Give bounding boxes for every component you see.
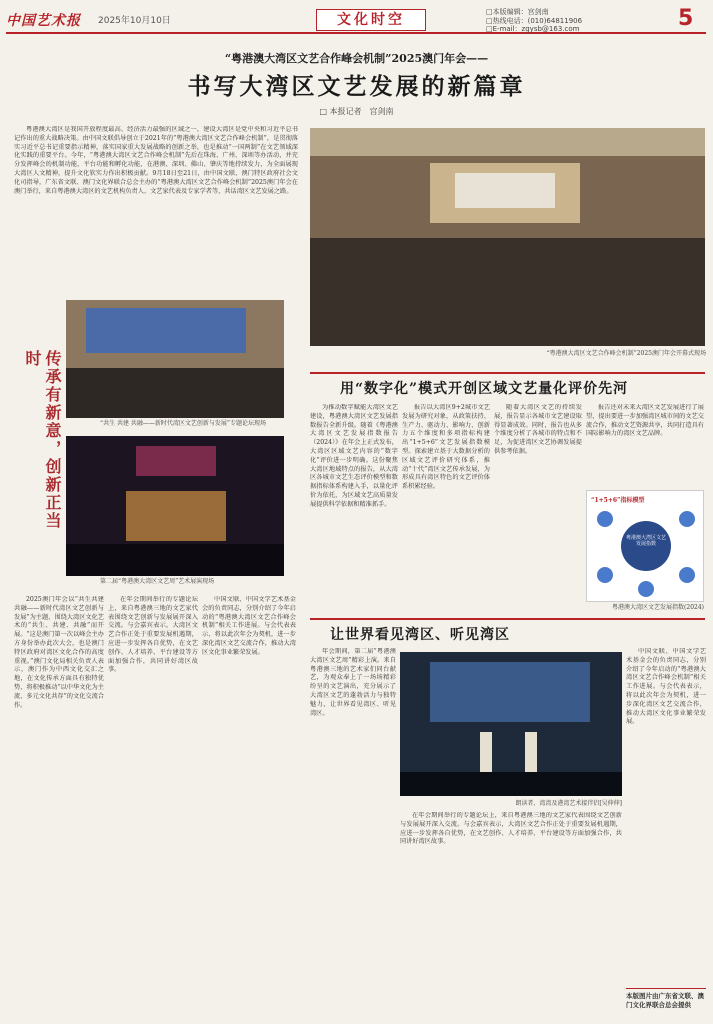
diagram-center-label: 粤港澳大湾区文艺发展指数 [625, 535, 666, 547]
diagram-node [638, 581, 654, 597]
section2-col4: 报告还对未来大湾区文艺发展进行了展望，提出要进一步加强湾区城市间的文艺交流合作，推动文艺资源共享，共同打造具有国际影响力的湾区文艺品牌。 [586, 404, 704, 438]
photo1-caption: “粤港澳大湾区文艺合作峰会机制”2025澳门年会开幕式现场 [546, 350, 706, 357]
section2-col1: 为推动数字赋能大湾区文艺建设，粤港澳大湾区文艺发展指数报告全新升级。随着《粤港澳大湾区文艺发展指数报告（2024）》在年会上正式发布，大湾区区域文艺内容的“数字化”评价进一步明确。这份聚焦大湾区地域特点的报告，从大湾区各城市文艺生态评价模型和数据指标体系构建入手，以量化评价为依托，为区域文艺高质量发展提供科学依据和精准抓手。 [310, 404, 398, 508]
section3-rule [310, 618, 705, 620]
diagram-node [597, 511, 613, 527]
bottom-col5: 在年会期间举行的专题论坛上，来自粤港澳三地的文艺家代表围绕文艺创新与发展展开深入交流。与会嘉宾表示，大湾区文艺合作正处于重要发展机遇期，应进一步发挥各自优势，在文艺创作、人才培养、平台建设等方面加强合作，共同讲好湾区故事。 [400, 812, 622, 846]
masthead [6, 6, 706, 34]
section3-title: 让世界看见湾区、听见湾区 [330, 627, 510, 643]
photo2-caption: “共生 共建 共融——新时代湾区文艺创新与发展”专题论坛现场 [100, 420, 266, 427]
article-kicker: “粤港澳大湾区文艺合作峰会机制”2025澳门年会—— [224, 52, 489, 65]
index-model-diagram [586, 490, 704, 602]
bottom-col6: 中国文联、中国文学艺术基金会的负责同志，分别介绍了今年启动的“粤港澳大湾区文艺合作峰会机制”相关工作进展。与会代表表示，将以此次年会为契机，进一步深化湾区文艺交流合作，推动大湾区文化事业繁荣发展。 [626, 648, 706, 726]
bottom-col4: 年会期间，第二届“粤港澳大湾区文艺周”精彩上演。来自粤港澳三地的艺术家们同台献艺，为观众奉上了一场场精彩纷呈的文艺演出，充分展示了大湾区文艺的蓬勃活力与独特魅力，让世界看见湾区、听见湾区。 [310, 648, 396, 717]
phone-line: □热线电话：(010)64811906 [486, 16, 583, 25]
article-headline: 书写大湾区文艺发展的新篇章 [187, 73, 526, 100]
diagram-node [679, 567, 695, 583]
photo-credit-footnote: 本版图片由广东省文联、澳门文化界联合总会提供 [626, 992, 704, 1009]
forum-photo [66, 300, 284, 418]
diagram-node [679, 511, 695, 527]
lead-paragraph: 粤港澳大湾区是我国开放程度最高、经济活力最强的区域之一，建设大湾区是党中央和习近平总书记作出的重大战略决策。由中国文联倡导创立于2021年的“粤港澳大湾区文艺合作峰会机制”，是贯彻落实习近平总书记重要指示精神，落实国家重大发展战略的创新之举，也是推动“一国两制”在文艺领域深化实践的重要平台。今年，“粤港澳大湾区文艺合作峰会机制”先后在珠海、广州、深圳等办活动，并充分发挥峰会的机制功能，平台功能和孵化功能，在港澳、深圳、佛山、肇庆等地持续发力，为全面展现大湾区人文精神，提升文化软实力作出积极贡献。9月18日至21日，由中国文联、澳门特区政府社会文化司指导，广东省文联、澳门文化界联合总会主办的“粤港澳大湾区文艺合作峰会机制”2025澳门年会在澳门举行，来自粤港澳大湾区的文艺机构负责人、文艺家代表及专家学者等，共话湾区文艺发展之路。 [14, 126, 298, 195]
bottom-col1: 2025澳门年会以“共生共建 共融——新时代湾区文艺创新与发展”为主题，围绕大湾区文化艺术的“共生、共建、共融”而开展。“这是澳门第一次以峰会主办方身份举办此次大会，也是澳门特区政府对湾区文化合作的高度重视。”澳门文化局相关负责人表示，澳门作为中西文化交汇之地，在文化传承方面具有独特优势，将积极推动“以中华文化为主流、多元文化共存”的文化交流合作。 [14, 596, 104, 709]
section2-rule [310, 372, 705, 374]
issue-date: 2025年10月10日 [98, 16, 171, 26]
bottom-col2: 在年会期间举行的专题论坛上，来自粤港澳三地的文艺家代表围绕文艺创新与发展展开深入交流。与会嘉宾表示，大湾区文艺合作正处于重要发展机遇期，应进一步发挥各自优势，在文艺创作、人才培养、平台建设等方面加强合作，共同讲好湾区故事。 [108, 596, 198, 674]
article-byline: □ 本报记者 宫剑南 [319, 107, 394, 116]
editor-line: □本版编辑：宫剑南 [486, 8, 549, 16]
page-number: 5 [678, 6, 694, 31]
footnote-rule [626, 988, 706, 989]
email-line: □E-mail：zgysb@163.com [486, 25, 580, 33]
section2-title: 用“数字化”模式开创区域文艺量化评价先河 [340, 381, 629, 397]
opening-ceremony-photo [310, 128, 705, 346]
editor-info [486, 8, 582, 34]
performance-photo [400, 652, 622, 796]
section2-col2: 报告以大湾区9+2城市文艺发展为研究对象，从政策扶持、生产力、驱动力、影响力、创新力五个维度和多项指标构建出“1+5+6”文艺发展指数模型。探索建立基于大数据分析的区域文艺评价研究体系，推动“十代”湾区文艺传承发展，为形成具有湾区特色的文艺评价体系积累经验。 [402, 404, 490, 491]
bottom-col3: 中国文联、中国文学艺术基金会的负责同志，分别介绍了今年启动的“粤港澳大湾区文艺合作峰会机制”相关工作进展。与会代表表示，将以此次年会为契机，进一步深化湾区文艺交流合作，推动大湾区文化事业繁荣发展。 [202, 596, 296, 656]
photo3-caption: 第二届“粤港澳大湾区文艺周”艺术展演现场 [100, 578, 215, 585]
newspaper-brand: 中国艺术报 [6, 13, 81, 29]
art-week-photo [66, 436, 284, 576]
diagram-node [597, 567, 613, 583]
diagram-title: “1+5+6”指标模型 [591, 497, 645, 504]
section2-col3: 随着大湾区文艺的持续发展，报告显示各城市文艺建设取得显著成效。同时，报告也从多个维度分析了各城市的特点和不足，为促进湾区文艺协调发展提供参考依据。 [494, 404, 582, 455]
diagram-caption: 粤港澳大湾区文艺发展指数(2024) [612, 604, 704, 611]
photo4-caption: 朗读者、湾湾及港湾艺术接伴侣[吴伸伸] [515, 800, 622, 807]
section1-title: 传承有新意，创新正当时 [23, 350, 62, 530]
section-tag: 文化时空 [316, 9, 426, 31]
